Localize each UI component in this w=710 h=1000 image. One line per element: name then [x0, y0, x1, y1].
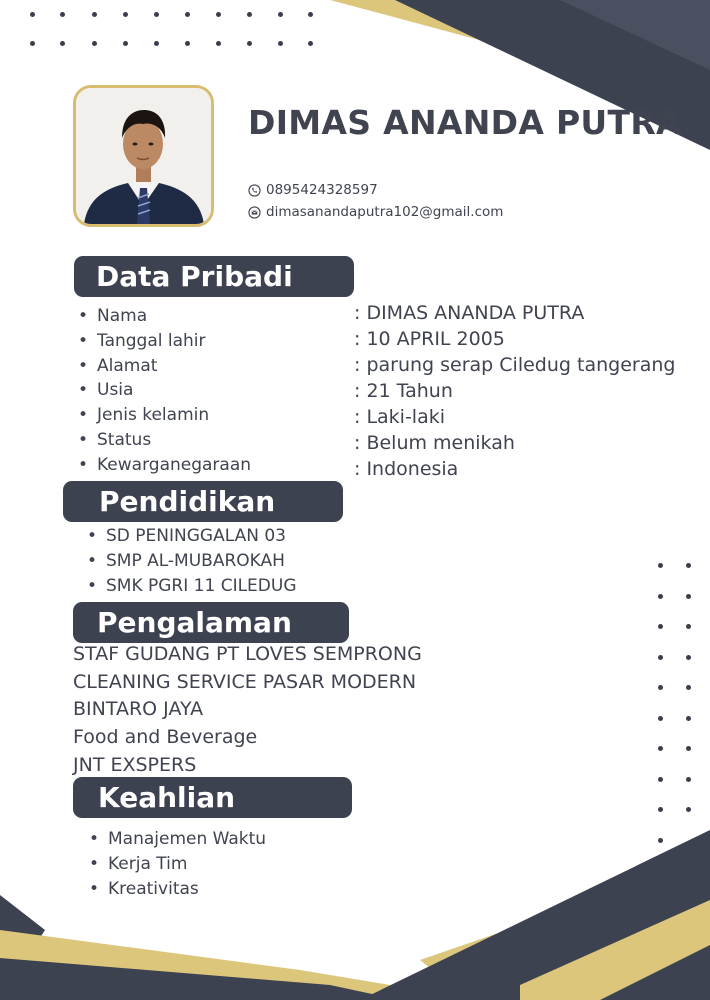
- personal-label: • Tanggal lahir: [75, 329, 251, 354]
- personal-label: • Alamat: [75, 354, 251, 379]
- education-item: • SMK PGRI 11 CILEDUG: [84, 574, 297, 599]
- education-list: [84, 524, 297, 599]
- candidate-name: DIMAS ANANDA PUTRA: [248, 103, 682, 142]
- personal-label: • Status: [75, 428, 251, 453]
- phone-contact: [248, 182, 378, 198]
- phone-number: 0895424328597: [266, 182, 378, 198]
- experience-item: Food and Beverage: [73, 726, 258, 749]
- experience-list: [73, 641, 422, 780]
- experience-item: JNT EXSPERS: [73, 753, 197, 776]
- section-title-keahlian: Keahlian: [73, 777, 352, 818]
- profile-photo: [73, 85, 214, 227]
- experience-item: CLEANING SERVICE PASAR MODERN: [73, 670, 417, 693]
- personal-data-values: [354, 300, 675, 482]
- personal-value: : Belum menikah: [354, 432, 515, 454]
- section-title-pendidikan: Pendidikan: [63, 481, 343, 522]
- section-title-pengalaman: Pengalaman: [73, 602, 349, 643]
- email-contact: [248, 204, 503, 220]
- skills-list: [86, 827, 266, 902]
- education-item: • SMP AL-MUBAROKAH: [84, 549, 297, 574]
- personal-value: : 21 Tahun: [354, 380, 453, 402]
- section-title-data-pribadi: Data Pribadi: [74, 256, 354, 297]
- personal-data-labels: [75, 304, 251, 478]
- personal-label: • Usia: [75, 378, 251, 403]
- email-address: dimasanandaputra102@gmail.com: [266, 204, 504, 220]
- personal-value: : Indonesia: [354, 458, 459, 480]
- phone-icon: [248, 184, 261, 197]
- email-icon: [248, 206, 261, 219]
- personal-label: • Jenis kelamin: [75, 403, 251, 428]
- personal-label: • Nama: [75, 304, 251, 329]
- experience-item: BINTARO JAYA: [73, 698, 204, 721]
- personal-label: • Kewarganegaraan: [75, 453, 251, 478]
- skill-item: • Kreativitas: [86, 877, 266, 902]
- experience-item: STAF GUDANG PT LOVES SEMPRONG: [73, 643, 422, 665]
- personal-value: : 10 APRIL 2005: [354, 328, 505, 350]
- personal-value: : parung serap Ciledug tangerang: [354, 354, 676, 376]
- skill-item: • Kerja Tim: [86, 852, 266, 877]
- skill-item: • Manajemen Waktu: [86, 827, 266, 852]
- personal-value: : DIMAS ANANDA PUTRA: [354, 302, 585, 324]
- education-item: • SD PENINGGALAN 03: [84, 524, 297, 549]
- personal-value: : Laki-laki: [354, 406, 446, 428]
